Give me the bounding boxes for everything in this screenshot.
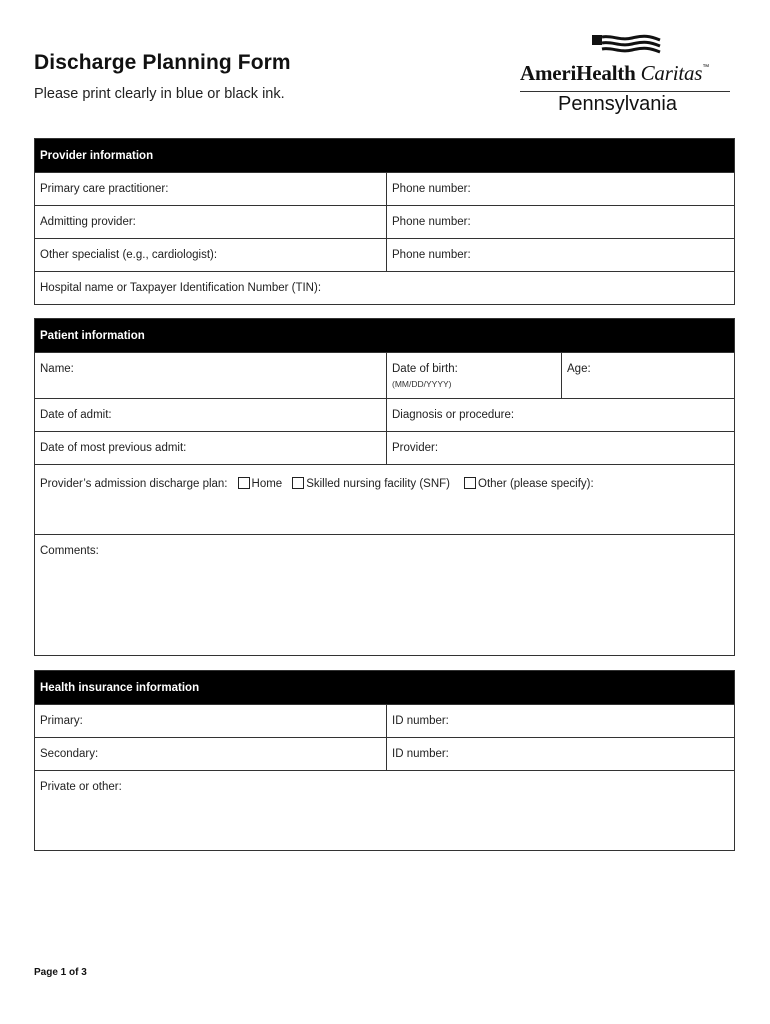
- primary-care-field[interactable]: Primary care practitioner:: [40, 183, 169, 195]
- home-checkbox[interactable]: [238, 477, 250, 489]
- plan-option-label: Skilled nursing facility (SNF): [306, 478, 450, 490]
- brand-logo: [520, 34, 736, 124]
- other-specialist-field[interactable]: Other specialist (e.g., cardiologist):: [40, 249, 218, 261]
- other-specialist-phone-field[interactable]: Phone number:: [386, 239, 734, 271]
- brand-name: [520, 61, 709, 86]
- insurance-row: [35, 704, 734, 737]
- secondary-id-field[interactable]: ID number:: [386, 738, 734, 770]
- page-number: Page 1 of 3: [34, 967, 87, 978]
- previous-admit-field[interactable]: Date of most previous admit:: [40, 442, 187, 454]
- patient-row: [35, 352, 734, 398]
- date-of-admit-field[interactable]: Date of admit:: [40, 409, 112, 421]
- provider-row: [35, 172, 734, 205]
- provider-row: [35, 205, 734, 238]
- admitting-provider-field[interactable]: Admitting provider:: [40, 216, 136, 228]
- other-checkbox[interactable]: [464, 477, 476, 489]
- brand-name-italic: Caritas: [640, 61, 703, 85]
- patient-row: [35, 431, 734, 464]
- flag-logo-icon: [590, 34, 662, 60]
- date-of-birth-field[interactable]: [386, 353, 561, 398]
- patient-provider-field[interactable]: Provider:: [386, 432, 734, 464]
- comments-row: [35, 534, 734, 655]
- plan-option-other[interactable]: [464, 478, 594, 490]
- provider-section-heading: Provider information: [35, 139, 734, 172]
- comments-field[interactable]: Comments:: [40, 545, 99, 557]
- hospital-tin-field[interactable]: Hospital name or Taxpayer Identification Number (TIN):: [40, 282, 322, 294]
- insurance-row: [35, 770, 734, 850]
- secondary-insurance-field[interactable]: Secondary:: [40, 748, 99, 760]
- brand-name-bold: AmeriHealth: [520, 61, 636, 85]
- private-insurance-field[interactable]: Private or other:: [40, 781, 122, 793]
- diagnosis-field[interactable]: Diagnosis or procedure:: [386, 399, 734, 431]
- plan-option-label: Other (please specify):: [478, 478, 594, 490]
- primary-insurance-field[interactable]: Primary:: [40, 715, 83, 727]
- plan-option-home[interactable]: [238, 478, 283, 490]
- plan-option-label: Home: [251, 478, 283, 490]
- discharge-plan-label: Provider’s admission discharge plan:: [40, 478, 228, 490]
- provider-row: [35, 271, 734, 304]
- patient-row: [35, 398, 734, 431]
- insurance-section-heading: Health insurance information: [35, 671, 734, 704]
- discharge-plan-field: [35, 465, 734, 534]
- plan-option-snf[interactable]: [292, 478, 450, 490]
- page-title: Discharge Planning Form: [34, 51, 291, 74]
- brand-state: Pennsylvania: [558, 93, 677, 115]
- trademark-mark: ™: [702, 64, 710, 71]
- patient-section-heading: Patient information: [35, 319, 734, 352]
- primary-care-phone-field[interactable]: Phone number:: [386, 173, 734, 205]
- form-header: [0, 0, 770, 130]
- insurance-row: [35, 737, 734, 770]
- date-format-hint: (MM/DD/YYYY): [392, 379, 452, 389]
- brand-divider: [520, 91, 730, 92]
- page-subtitle: Please print clearly in blue or black ink.: [34, 86, 285, 102]
- age-field[interactable]: Age:: [561, 353, 734, 398]
- provider-row: [35, 238, 734, 271]
- snf-checkbox[interactable]: [292, 477, 304, 489]
- patient-section: [34, 318, 735, 656]
- primary-id-field[interactable]: ID number:: [386, 705, 734, 737]
- discharge-plan-row: [35, 464, 734, 534]
- patient-name-field[interactable]: Name:: [40, 363, 74, 375]
- date-of-birth-label: Date of birth:: [392, 363, 458, 375]
- admitting-provider-phone-field[interactable]: Phone number:: [386, 206, 734, 238]
- provider-section: [34, 138, 735, 305]
- insurance-section: [34, 670, 735, 851]
